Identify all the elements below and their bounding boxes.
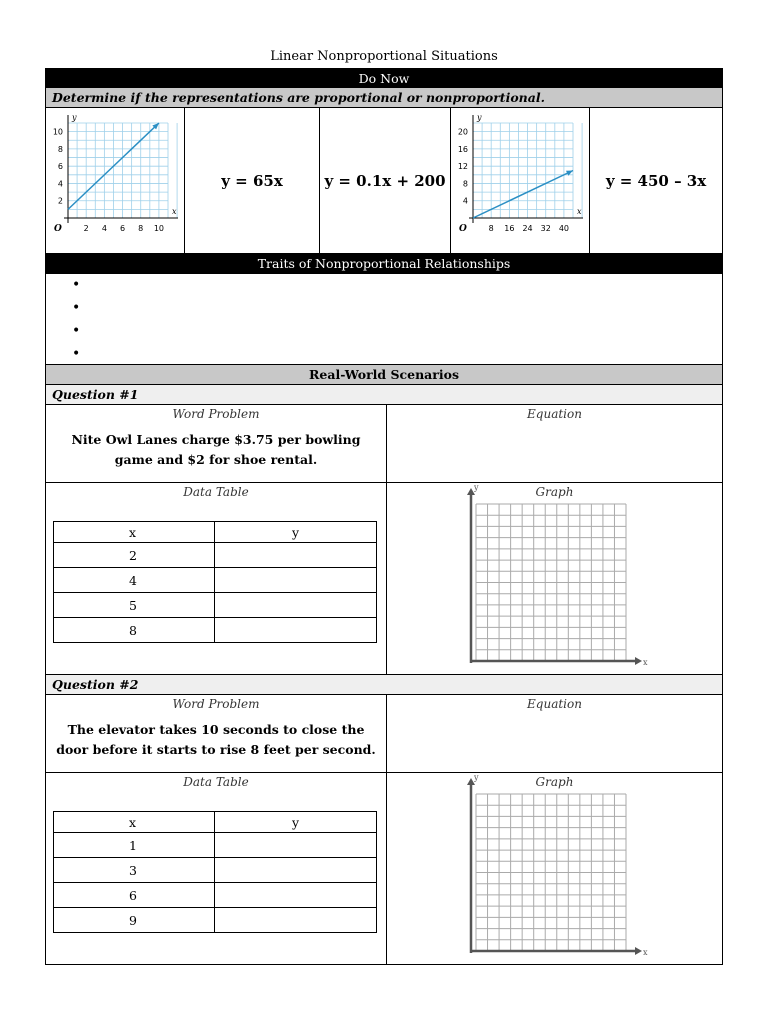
y-axis-label: y bbox=[477, 113, 482, 122]
x-tick-label: 40 bbox=[558, 224, 570, 233]
data-table-cell bbox=[45, 482, 387, 675]
col-x-header: x bbox=[54, 812, 215, 833]
table-row bbox=[54, 593, 377, 618]
x-value: 1 bbox=[54, 833, 215, 858]
traits-area[interactable] bbox=[45, 273, 723, 365]
y-axis-label: y bbox=[474, 773, 479, 782]
y-tick-label: 8 bbox=[462, 179, 468, 189]
x-tick-label: 8 bbox=[488, 224, 494, 233]
equation-cell[interactable] bbox=[386, 694, 723, 773]
origin-label: O bbox=[54, 224, 62, 234]
x-value: 2 bbox=[54, 543, 215, 568]
equation-label: Equation bbox=[527, 407, 582, 421]
origin-label: O bbox=[459, 224, 467, 234]
table-row bbox=[54, 858, 377, 883]
x-tick-label: 2 bbox=[83, 224, 89, 233]
y-tick-label: 12 bbox=[457, 162, 468, 172]
col-y-header: y bbox=[215, 522, 377, 543]
table-header-row bbox=[54, 522, 377, 543]
graph-label: Graph bbox=[535, 485, 574, 499]
x-tick-label: 6 bbox=[119, 224, 126, 233]
table-row bbox=[54, 543, 377, 568]
y-tick-label: 20 bbox=[457, 127, 468, 137]
x-tick-label: 10 bbox=[153, 224, 165, 233]
y-input[interactable] bbox=[215, 593, 377, 618]
x-tick-label: 8 bbox=[138, 224, 144, 233]
x-axis-label: x bbox=[577, 207, 582, 216]
instruction: Determine if the representations are proportional or nonproportional. bbox=[45, 87, 723, 108]
graph-cell bbox=[386, 482, 723, 675]
x-arrow-icon bbox=[635, 947, 642, 955]
equation-cell-2 bbox=[319, 107, 451, 254]
equation-1: y = 65x bbox=[221, 171, 283, 190]
question-label: Question #1 bbox=[45, 384, 723, 405]
y-tick-label: 6 bbox=[57, 162, 63, 172]
equation-cell-3 bbox=[589, 107, 723, 254]
y-input[interactable] bbox=[215, 833, 377, 858]
graph-cell-1 bbox=[45, 107, 185, 254]
x-axis-label: x bbox=[643, 948, 648, 957]
equation-cell-1 bbox=[184, 107, 320, 254]
proportionality-graph-1 bbox=[46, 108, 184, 253]
bullet-list bbox=[72, 274, 80, 366]
x-value: 3 bbox=[54, 858, 215, 883]
word-problem-cell bbox=[45, 404, 387, 483]
word-problem-cell bbox=[45, 694, 387, 773]
y-axis-label: y bbox=[474, 483, 479, 492]
do-now-header: Do Now bbox=[45, 68, 723, 88]
col-y-header: y bbox=[215, 812, 377, 833]
y-tick-label: 4 bbox=[462, 196, 468, 206]
table-row bbox=[54, 908, 377, 933]
y-tick-label: 8 bbox=[57, 144, 63, 154]
data-line bbox=[473, 171, 573, 219]
table-row bbox=[54, 833, 377, 858]
table-row bbox=[54, 618, 377, 643]
bullet: • bbox=[72, 300, 81, 316]
graph-label: Graph bbox=[535, 775, 574, 789]
y-input[interactable] bbox=[215, 618, 377, 643]
blank-coordinate-grid[interactable] bbox=[387, 773, 722, 964]
graph-cell-2 bbox=[450, 107, 590, 254]
blank-coordinate-grid[interactable] bbox=[387, 483, 722, 674]
data-table-label: Data Table bbox=[183, 485, 249, 499]
x-tick-label: 4 bbox=[101, 224, 107, 233]
bullet: • bbox=[72, 346, 81, 362]
y-input[interactable] bbox=[215, 568, 377, 593]
y-tick-label: 2 bbox=[57, 196, 63, 206]
equation-2: y = 0.1x + 200 bbox=[324, 171, 446, 190]
bullet: • bbox=[72, 277, 81, 293]
x-tick-label: 32 bbox=[540, 224, 551, 233]
data-table bbox=[53, 811, 377, 933]
x-axis-label: x bbox=[643, 658, 648, 667]
y-tick-label: 16 bbox=[457, 144, 468, 154]
word-problem-label: Word Problem bbox=[172, 407, 260, 421]
equation-3: y = 450 – 3x bbox=[605, 171, 707, 190]
proportionality-graph-2 bbox=[451, 108, 589, 253]
x-value: 4 bbox=[54, 568, 215, 593]
scenarios-header: Real-World Scenarios bbox=[45, 364, 723, 385]
page-title: Linear Nonproportional Situations bbox=[270, 49, 498, 64]
y-tick-label: 10 bbox=[52, 127, 63, 137]
col-x-header: x bbox=[54, 522, 215, 543]
table-row bbox=[54, 883, 377, 908]
y-input[interactable] bbox=[215, 883, 377, 908]
x-axis-label: x bbox=[172, 207, 177, 216]
data-table bbox=[53, 521, 377, 643]
x-value: 6 bbox=[54, 883, 215, 908]
equation-cell[interactable] bbox=[386, 404, 723, 483]
table-row bbox=[54, 568, 377, 593]
y-axis-label: y bbox=[72, 113, 77, 122]
x-value: 9 bbox=[54, 908, 215, 933]
word-problem-text: The elevator takes 10 seconds to close the door before it starts to rise 8 feet per second. bbox=[56, 722, 376, 757]
bullet: • bbox=[72, 323, 81, 339]
x-tick-label: 24 bbox=[522, 224, 533, 233]
y-input[interactable] bbox=[215, 543, 377, 568]
y-input[interactable] bbox=[215, 908, 377, 933]
table-header-row bbox=[54, 812, 377, 833]
y-input[interactable] bbox=[215, 858, 377, 883]
y-tick-label: 4 bbox=[57, 179, 63, 189]
traits-header: Traits of Nonproportional Relationships bbox=[45, 253, 723, 274]
x-value: 8 bbox=[54, 618, 215, 643]
graph-cell bbox=[386, 772, 723, 965]
word-problem-label: Word Problem bbox=[172, 697, 260, 711]
equation-label: Equation bbox=[527, 697, 582, 711]
x-value: 5 bbox=[54, 593, 215, 618]
x-tick-label: 16 bbox=[504, 224, 515, 233]
data-table-label: Data Table bbox=[183, 775, 249, 789]
x-arrow-icon bbox=[635, 657, 642, 665]
data-table-cell bbox=[45, 772, 387, 965]
word-problem-text: Nite Owl Lanes charge $3.75 per bowling game and $2 for shoe rental. bbox=[71, 432, 361, 467]
question-label: Question #2 bbox=[45, 674, 723, 695]
